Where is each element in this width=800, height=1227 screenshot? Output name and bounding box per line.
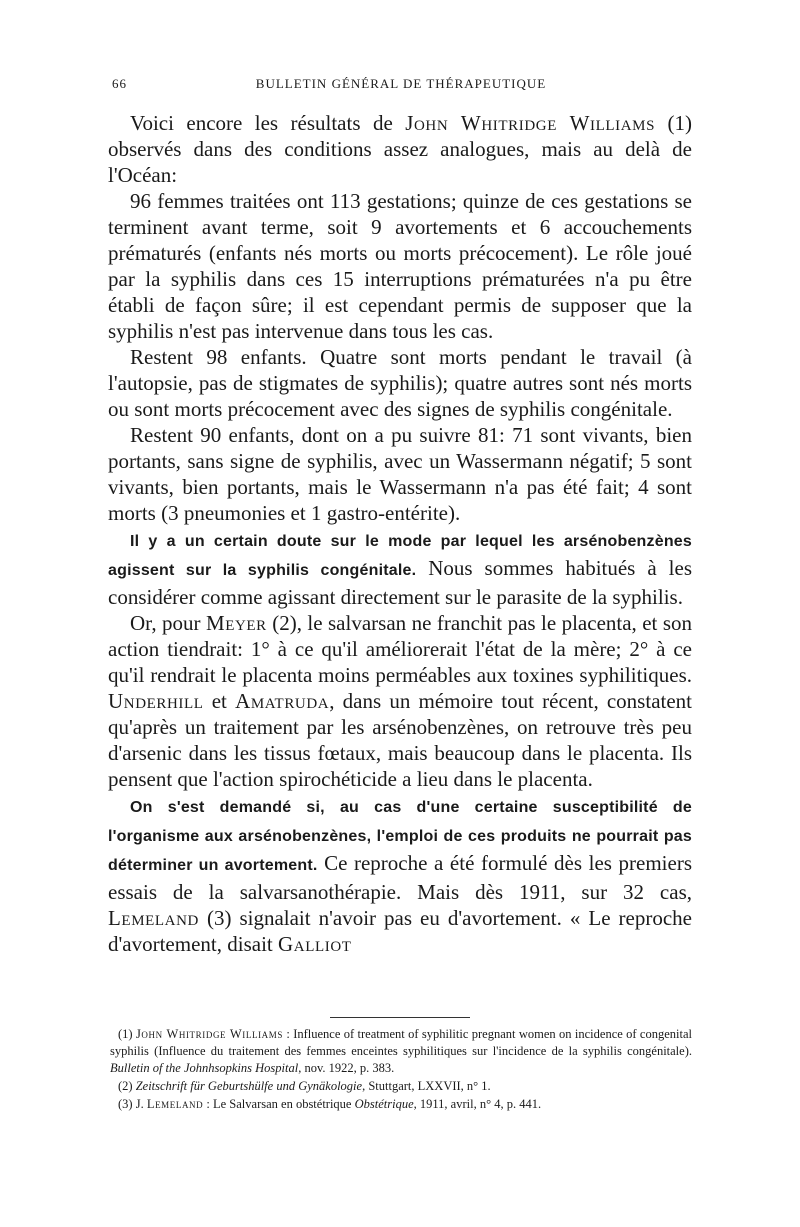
- text-run: , nov. 1922, p. 383.: [298, 1061, 395, 1075]
- text-run: : Influence of treatment of syphilitic pregnant women on incidence of congenital syphilis (Influence du traitement des femmes enceintes syphilitiques sur l'incidence de la syphilis congénitale).: [110, 1027, 692, 1058]
- author-name: Meyer: [205, 611, 267, 635]
- text-run: , 1911, avril, n° 4, p. 441.: [413, 1097, 542, 1111]
- author-name: Galliot: [278, 932, 352, 956]
- text-run: Nous sommes habitués à les considérer comme agissant directement sur le parasite de la syphilis.: [108, 556, 692, 609]
- author-name: Underhill: [108, 689, 204, 713]
- footnote-rule: [330, 1017, 470, 1018]
- journal-title: Zeitschrift für Geburtshülfe und Gynäkologie: [135, 1079, 363, 1093]
- running-header: [112, 76, 690, 100]
- paragraph-7: [108, 792, 692, 957]
- text-run: : Le Salvarsan en obstétrique: [203, 1097, 355, 1111]
- text-run: (2), le salvarsan ne franchit pas le placenta, et son action tiendrait: 1° à ce qu'il améliorerait l'état de la mère; 2° à ce qu'il rendrait le placenta moins perméables aux toxines syphilitiques.: [108, 611, 693, 687]
- text-run: Or, pour: [130, 611, 206, 635]
- footnote-2: [110, 1078, 692, 1095]
- paragraph-4: Restent 90 enfants, dont on a pu suivre 81: 71 sont vivants, bien portants, sans signe de syphilis, avec un Wassermann négatif; 5 sont vivants, bien portants, mais le Wassermann n'a pas été fait; 4 sont morts (3 pneumonies et 1 gastro-entérite).: [108, 423, 692, 525]
- bold-statement: Il y a un certain doute sur le mode par lequel les arsénobenzènes agissent sur la syphilis congénitale.: [108, 533, 692, 579]
- text-run: (1): [118, 1027, 136, 1041]
- paragraph-5: [108, 526, 692, 610]
- bold-statement: On s'est demandé si, au cas d'une certaine susceptibilité de l'organisme aux arsénobenzènes, l'emploi de ces produits ne pourrait pas déterminer un avortement.: [108, 799, 692, 874]
- page-number: 66: [112, 76, 127, 91]
- text-run: Voici encore les résultats de: [130, 111, 406, 135]
- paragraph-1: [108, 110, 692, 188]
- author-name: Amatruda: [235, 689, 330, 713]
- body-text: [108, 110, 692, 957]
- text-run: , dans un mémoire tout récent, constatent qu'après un traitement par les arsénobenzènes, on retrouve très peu d'arsenic dans les tissus fœtaux, mais beaucoup dans le placenta. Ils pensent que l'action spirochéticide a lieu dans le placenta.: [108, 689, 693, 791]
- paragraph-6: [108, 610, 692, 792]
- footnote-1: [110, 1026, 692, 1077]
- running-title: BULLETIN GÉNÉRAL DE THÉRAPEUTIQUE: [255, 76, 547, 91]
- author-name: Lemeland: [108, 906, 199, 930]
- paragraph-2: 96 femmes traitées ont 113 gestations; quinze de ces gestations se terminent avant terme, soit 9 avortements et 6 accouchements prématurés (enfants nés morts ou morts précocement). Le rôle joué par la syphilis dans ces 15 interruptions prématurées n'a pu être établi de façon sûre; il est cependant permis de supposer que la syphilis n'est pas intervenue dans tous les cas.: [108, 189, 692, 343]
- author-name: Lemeland: [146, 1097, 204, 1111]
- footnote-3: [110, 1096, 692, 1113]
- footnotes: [110, 1026, 692, 1114]
- text-run: (3) signalait n'avoir pas eu d'avortement. « Le reproche d'avortement, disait: [108, 906, 692, 956]
- journal-title: Bulletin of the Johnhsopkins Hospital: [110, 1061, 299, 1075]
- author-name: John Whitridge Williams: [135, 1027, 283, 1041]
- text-run: et: [203, 689, 236, 713]
- text-run: Ce reproche a été formulé dès les premiers essais de la salvarsanothérapie. Mais dès 1911, sur 32 cas,: [108, 851, 693, 904]
- journal-title: Obstétrique: [354, 1097, 414, 1111]
- author-name: John Whitridge Williams: [405, 111, 656, 135]
- text-run: (2): [118, 1079, 136, 1093]
- text-run: (1) observés dans des conditions assez analogues, mais au delà de l'Océan:: [108, 111, 692, 187]
- text-run: , Stuttgart, LXXVII, n° 1.: [362, 1079, 491, 1093]
- paragraph-3: Restent 98 enfants. Quatre sont morts pendant le travail (à l'autopsie, pas de stigmates de syphilis); quatre autres sont nés morts ou sont morts précocement avec des signes de syphilis congénitale.: [108, 345, 692, 421]
- text-run: (3) J.: [118, 1097, 147, 1111]
